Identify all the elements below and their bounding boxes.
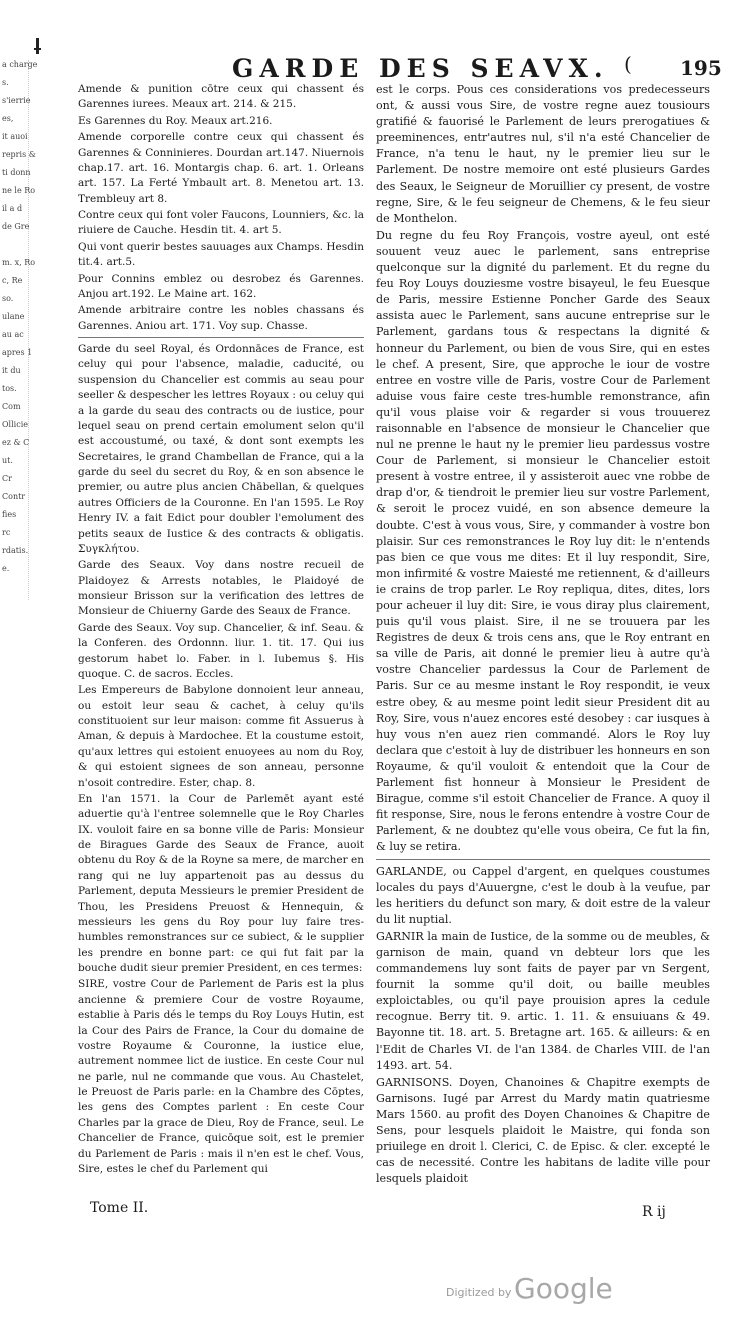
left-column	[78, 82, 364, 1196]
header-mark: (	[624, 52, 632, 76]
entry-paragraph: Amende arbitraire contre les nobles chassans és Garennes. Aniou art. 171. Voy sup. Chasse.	[78, 304, 364, 332]
running-title: GARDE DES SEAVX.	[232, 54, 609, 83]
entry-paragraph: Amende corporelle contre ceux qui chassent és Garennes & Conninieres. Dourdan art.147. Niuernois chap.17. art. 16. Montargis chap. 6. art. 1. Orleans art. 157. La Ferté Ymbault art. 8. Menetou art. 13. Trembleuy art 8.	[78, 131, 364, 205]
margin-fragment: s'ierrie	[2, 96, 31, 105]
page-edge-mark-cross	[34, 48, 41, 50]
entry-paragraph: Du regne du feu Roy François, vostre ayeul, ont esté souuent veuz auec le parlement, sans entreprise quelconque sur la dignité du parlement. Et du regne du feu Roy Louys douziesme vostre bisayeul, le feu Euesque de Paris, messire Estienne Poncher Garde des Seaux assista auec le Parlement, sans aucune entreprise sur le Parlement, gardans tous & respectans la dignité & honneur du Parlement, ou bien de vous Sire, qui en estes le chef. A present, Sire, que approche le iour de vostre entree en vostre ville de Paris, vostre Cour de Parlement aduise vous faire ceste tres-humble remonstrance, afin qu'il vous plaise voir & regarder si vous trouuerez raisonnable en l'absence de monsieur le Chancelier que nul ne prenne le haut ny le premier lieu pardessus vostre Cour de Parlement, si monsieur le Chancelier estoit present à vostre entree, il y assisteroit auec vne robbe de drap d'or, & tiendroit le premier lieu sur vostre Parlement, & seroit le procez vuidé, en son absence demeure la doubte. C'est à vous vous, Sire, y commander à vostre bon plaisir. Sur ces remonstrances le Roy luy dit: le n'entends pas bien ce que vous me dites: Et il luy respondit, Sire, mon infirmité & vostre Maiesté me retiennent, & d'ailleurs ie crains de trop parler. Le Roy repliqua, dites, dites, lors pour acheuer il luy dit: Sire, ie vous diray plus clairement, puis qu'il vous plaist. Sire, il ne se trouuera par les Registres de deux & trois cens ans, que le Roy entrant en sa ville de Paris, ait donné le premier lieu à autre qu'à vostre Chancelier pardessus la Cour de Parlement de Paris. Sur ce au mesme instant le Roy respondit, ie veux estre obey, & au mesme point ledit sieur President dit au Roy, Sire, vous n'auez encores esté desobey : car iusques à huy vous n'en auez rien commandé. Alors le Roy luy declara que c'estoit à luy de distribuer les honneurs en son Royaume, & qu'il vouloit & entendoit que la Cour de Parlement fist honneur à Monsieur le President de Birague, comme s'il estoit Chancelier de France. A quoy il fit response, Sire, nous le ferons entendre à vostre Cour de Parlement, & ne doubtez qu'elle vous obeira, Ce fut la fin, & luy se retira.	[376, 228, 710, 854]
margin-fragment: c, Re	[2, 276, 23, 285]
margin-fragment: Contr	[2, 492, 26, 501]
right-column	[376, 82, 710, 1188]
margin-fragment: e.	[2, 564, 10, 573]
entry-paragraph: Contre ceux qui font voler Faucons, Lounniers, &c. la riuiere de Cauche. Hesdin tit. 4. art 5.	[78, 209, 364, 237]
entry-paragraph: GARNIR la main de Iustice, de la somme ou de meubles, & garnison de main, quand vn debteur lors que les commandemens luy sont faits de payer par vn Sergent, fournit la somme qu'il doit, ou baille meubles exploictables, ou qu'il paye prouision apres la cedule recognue. Berry tit. 9. artic. 1. 11. & ensuiuans & 49. Bayonne tit. 18. art. 5. Bretagne art. 165. & ailleurs: & en l'Edit de Charles VI. de l'an 1384. de Charles VIII. de l'an 1493. art. 54.	[376, 929, 710, 1072]
entry-paragraph: Garde des Seaux. Voy sup. Chancelier, & inf. Seau. & la Conferen. des Ordonnn. liur. 1. tit. 17. Qui ius gestorum habet lo. Faber. in l. Iubemus §. His quoque. C. de sacros. Eccles.	[78, 621, 364, 680]
margin-fragment: a charge	[2, 60, 38, 69]
entry-paragraph: Les Empereurs de Babylone donnoient leur anneau, ou estoit leur seau & cachet, à celuy qu'ils constituoient sur leur maison: comme fit Assuerus à Aman, & depuis à Mardochee. Et la coustume estoit, qu'aux lettres qui estoient enuoyees au nom du Roy, & qui estoient signees de son anneau, personne n'osoit contredire. Ester, chap. 8.	[78, 684, 364, 789]
margin-fragment: il a d	[2, 204, 23, 213]
page-number: 195	[680, 56, 722, 80]
watermark-label: Digitized by	[446, 1286, 512, 1299]
adjacent-page-margin	[0, 60, 38, 600]
margin-fragment: ut.	[2, 456, 13, 465]
margin-fragment: Cr	[2, 474, 12, 483]
margin-fragment: ulane	[2, 312, 25, 321]
entry-paragraph: Garde du seel Royal, és Ordonnāces de France, est celuy qui pour l'absence, maladie, caducité, ou suspension du Chancelier est commis au seau pour seeller & despescher les lettres Royaux : ou celuy qui a la garde du seau des contracts ou de iustice, pour lequel seau on prend certain emolument selon qu'il est accoustumé, ou taxé, & dont sont exempts les Secretaires, le grand Chambellan de France, qui a la garde du seel du secret du Roy, & en son absence le premier, ou autre plus ancien Chābellan, & quelques autres Officiers de la Couronne. En l'an 1595. Le Roy Henry IV. a fait Edict pour doubler l'emolument des petits seaux de Iustice & des contracts & obligatis. Συγκλήτου.	[78, 343, 364, 555]
margin-fragment: au ac	[2, 330, 24, 339]
entry-paragraph: est le corps. Pous ces considerations vos predecesseurs ont, & aussi vous Sire, de vostre regne auez tousiours gratifié & fauorisé le Parlement de leurs prerogatiues & preeminences, entr'autres nul, s'il n'a esté Chancelier de France, n'a tenu le haut, ny le premier lieu sur le Parlement. De nostre memoire ont esté plusieurs Gardes des Seaux, le Seigneur de Moruillier cy present, de vostre regne, Sire, & le feu seigneur de Chemens, & le feu sieur de Monthelon.	[376, 83, 710, 225]
entry-paragraph: SIRE, vostre Cour de Parlement de Paris est la plus ancienne & premiere Cour de vostre Royaume, establie à Paris dés le temps du Roy Louys Hutin, est la Cour des Pairs de France, la Cour du domaine de vostre Royaume & Couronne, la iustice elue, autrement nommee lict de iustice. En ceste Cour nul ne parle, nul ne commande que vous. Au Chastelet, le Preuost de Paris parle: en la Chambre des Cōptes, les gens des Comptes parlent : En ceste Cour Charles par la grace de Dieu, Roy de France, seul. Le Chancelier de France, quicōque soit, est le premier du Parlement de Paris : mais il n'en est le chef. Vous, Sire, estes le chef du Parlement qui	[78, 978, 364, 1175]
margin-fragment: tos.	[2, 384, 17, 393]
entry-paragraph: GARLANDE, ou Cappel d'argent, en quelques coustumes locales du pays d'Auuergne, c'est le doub à la veufue, par les heritiers du defunct son mary, & doit estre de la valeur du lit nuptial.	[376, 864, 710, 926]
entry-paragraph: Qui vont querir bestes sauuages aux Champs. Hesdin tit.4. art.5.	[78, 240, 364, 269]
entry-paragraph: Garde des Seaux. Voy dans nostre recueil de Plaidoyez & Arrests notables, le Plaidoyé de monsieur Brisson sur la verification des lettres de Monsieur de Chiuerny Garde des Seaux de France.	[78, 559, 364, 618]
margin-fragment: ne le Ro	[2, 186, 36, 195]
entry-paragraph: En l'an 1571. la Cour de Parlemēt ayant esté aduertie qu'à l'entree solemnelle que le Roy Charles IX. vouloit faire en sa bonne ville de Paris: Monsieur de Biragues Garde des Seaux de France, auoit obtenu du Roy & de la Royne sa mere, de marcher en rang qui ne luy appartenoit pas au dessus du Parlement, deputa Messieurs le premier President de Thou, les Presidens Preuost & Hennequin, & messieurs les gens du Roy pour luy faire tres-humbles remonstrances sur ce subiect, & le supplier les prendre en bonne part: ce qui fut fait par la bouche dudit sieur premier President, en ces termes:	[78, 792, 364, 974]
entry-paragraph: Pour Connins emblez ou desrobez és Garennes. Anjou art.192. Le Maine art. 162.	[78, 272, 364, 300]
margin-fragment: fies	[2, 510, 17, 519]
margin-fragment: repris &	[2, 150, 36, 159]
entry-paragraph: Es Garennes du Roy. Meaux art.216.	[78, 114, 273, 127]
margin-fragment: Ollicie	[2, 420, 29, 429]
margin-fragment: s.	[2, 78, 9, 87]
margin-fragment: Com	[2, 402, 21, 411]
digitized-watermark	[446, 1272, 616, 1312]
margin-fragment: ti donn	[2, 168, 31, 177]
margin-fragment: it du	[2, 366, 21, 375]
entry-paragraph: Amende & punition cōtre ceux qui chassent és Garennes iurees. Meaux art. 214. & 215.	[78, 83, 364, 111]
section-divider	[376, 859, 710, 860]
margin-fragment: es,	[2, 114, 14, 123]
volume-label: Tome II.	[90, 1200, 149, 1216]
margin-fragment: m. x, Ro	[2, 258, 36, 267]
margin-fragment: apres 1	[2, 348, 33, 357]
section-divider	[78, 337, 364, 338]
margin-fragment: rc	[2, 528, 11, 537]
margin-fragment: ez & C	[2, 438, 30, 447]
google-logo: Google	[514, 1272, 613, 1305]
signature-mark: R ij	[642, 1204, 666, 1220]
entry-paragraph: GARNISONS. Doyen, Chanoines & Chapitre exempts de Garnisons. Iugé par Arrest du Mardy matin quatriesme Mars 1560. au profit des Doyen Chanoines & Chapitre de Sens, pour lesquels plaidoit le Maistre, qui fonda son priuilege en droit l. Clerici, C. de Episc. & cler. excepté le cas de necessité. Contre les habitans de ladite ville pour lesquels plaidoit	[376, 1075, 710, 1186]
margin-fragment: it auoi	[2, 132, 28, 141]
margin-fragment: de Gre	[2, 222, 30, 231]
margin-fragment: rdatis.	[2, 546, 29, 555]
margin-fragment: so.	[2, 294, 14, 303]
